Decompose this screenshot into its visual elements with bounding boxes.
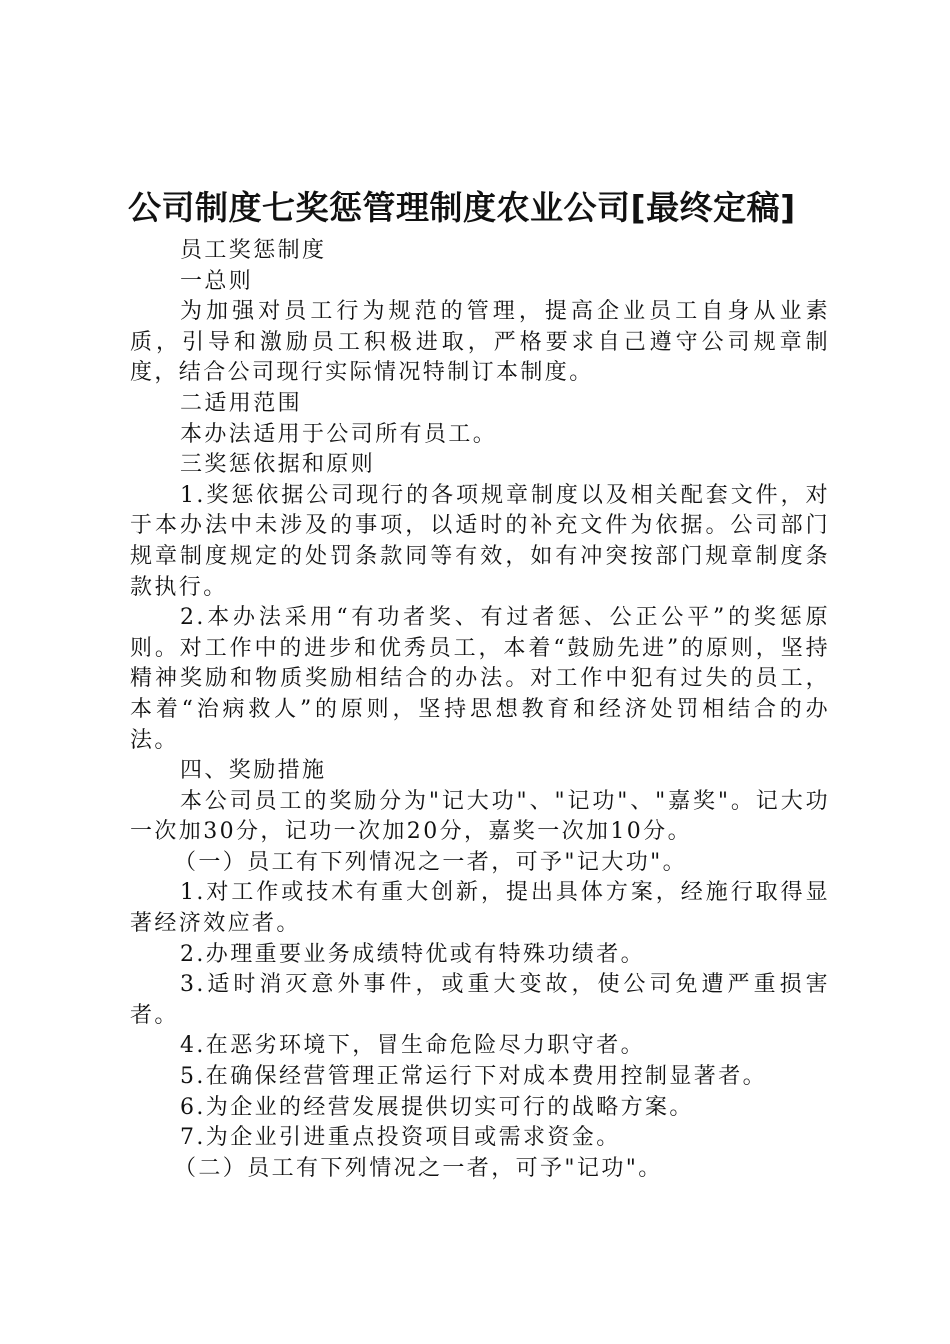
- subsection-heading-major-merit: （一）员工有下列情况之一者，可予"记大功"。: [174, 849, 688, 875]
- section-heading-basis-principles: 三奖惩依据和原则: [180, 452, 376, 478]
- paragraph-reward-types: 本公司员工的奖励分为"记大功"、"记功"、"嘉奖"。记大功一次加30分，记功一次加20分，嘉奖一次加10分。: [130, 788, 830, 845]
- list-item-major-merit-4: 4.在恶劣环境下，冒生命危险尽力职守者。: [180, 1033, 645, 1059]
- section-heading-scope: 二适用范围: [180, 390, 303, 416]
- paragraph-heading-employee-rewards-penalties: 员工奖惩制度: [180, 238, 327, 263]
- list-item-major-merit-1: 1.对工作或技术有重大创新，提出具体方案，经施行取得显著经济效应者。: [130, 880, 830, 937]
- document-title: 公司制度七奖惩管理制度农业公司[最终定稿]: [128, 188, 796, 227]
- list-item-major-merit-6: 6.为企业的经营发展提供切实可行的战略方案。: [180, 1094, 694, 1120]
- paragraph-purpose: 为加强对员工行为规范的管理，提高企业员工自身从业素质，引导和激励员工积极进取，严格要求自己遵守公司规章制度，结合公司现行实际情况特制订本制度。: [130, 299, 830, 386]
- paragraph-scope: 本办法适用于公司所有员工。: [180, 421, 498, 447]
- list-item-major-merit-5: 5.在确保经营管理正常运行下对成本费用控制显著者。: [180, 1064, 767, 1090]
- paragraph-principle-item-2: 2.本办法采用“有功者奖、有过者惩、公正公平”的奖惩原则。对工作中的进步和优秀员工，本着“鼓励先进”的原则，坚持精神奖励和物质奖励相结合的办法。对工作中犯有过失的员工，本着“治病救人”的原则，坚持思想教育和经济处罚相结合的办法。: [130, 605, 830, 753]
- list-item-major-merit-3: 3.适时消灭意外事件，或重大变故，使公司免遭严重损害者。: [130, 972, 830, 1028]
- section-heading-general: 一总则: [180, 268, 254, 294]
- list-item-major-merit-7: 7.为企业引进重点投资项目或需求资金。: [180, 1125, 621, 1151]
- document-body: [130, 236, 830, 1184]
- section-heading-reward-measures: 四、奖励措施: [180, 758, 327, 784]
- subsection-heading-merit: （二）员工有下列情况之一者，可予"记功"。: [174, 1155, 663, 1181]
- list-item-major-merit-2: 2.办理重要业务成绩特优或有特殊功绩者。: [180, 941, 645, 967]
- paragraph-basis-item-1: 1.奖惩依据公司现行的各项规章制度以及相关配套文件，对于本办法中未涉及的事项，以适时的补充文件为依据。公司部门规章制度规定的处罚条款同等有效，如有冲突按部门规章制度条款执行。: [130, 482, 830, 600]
